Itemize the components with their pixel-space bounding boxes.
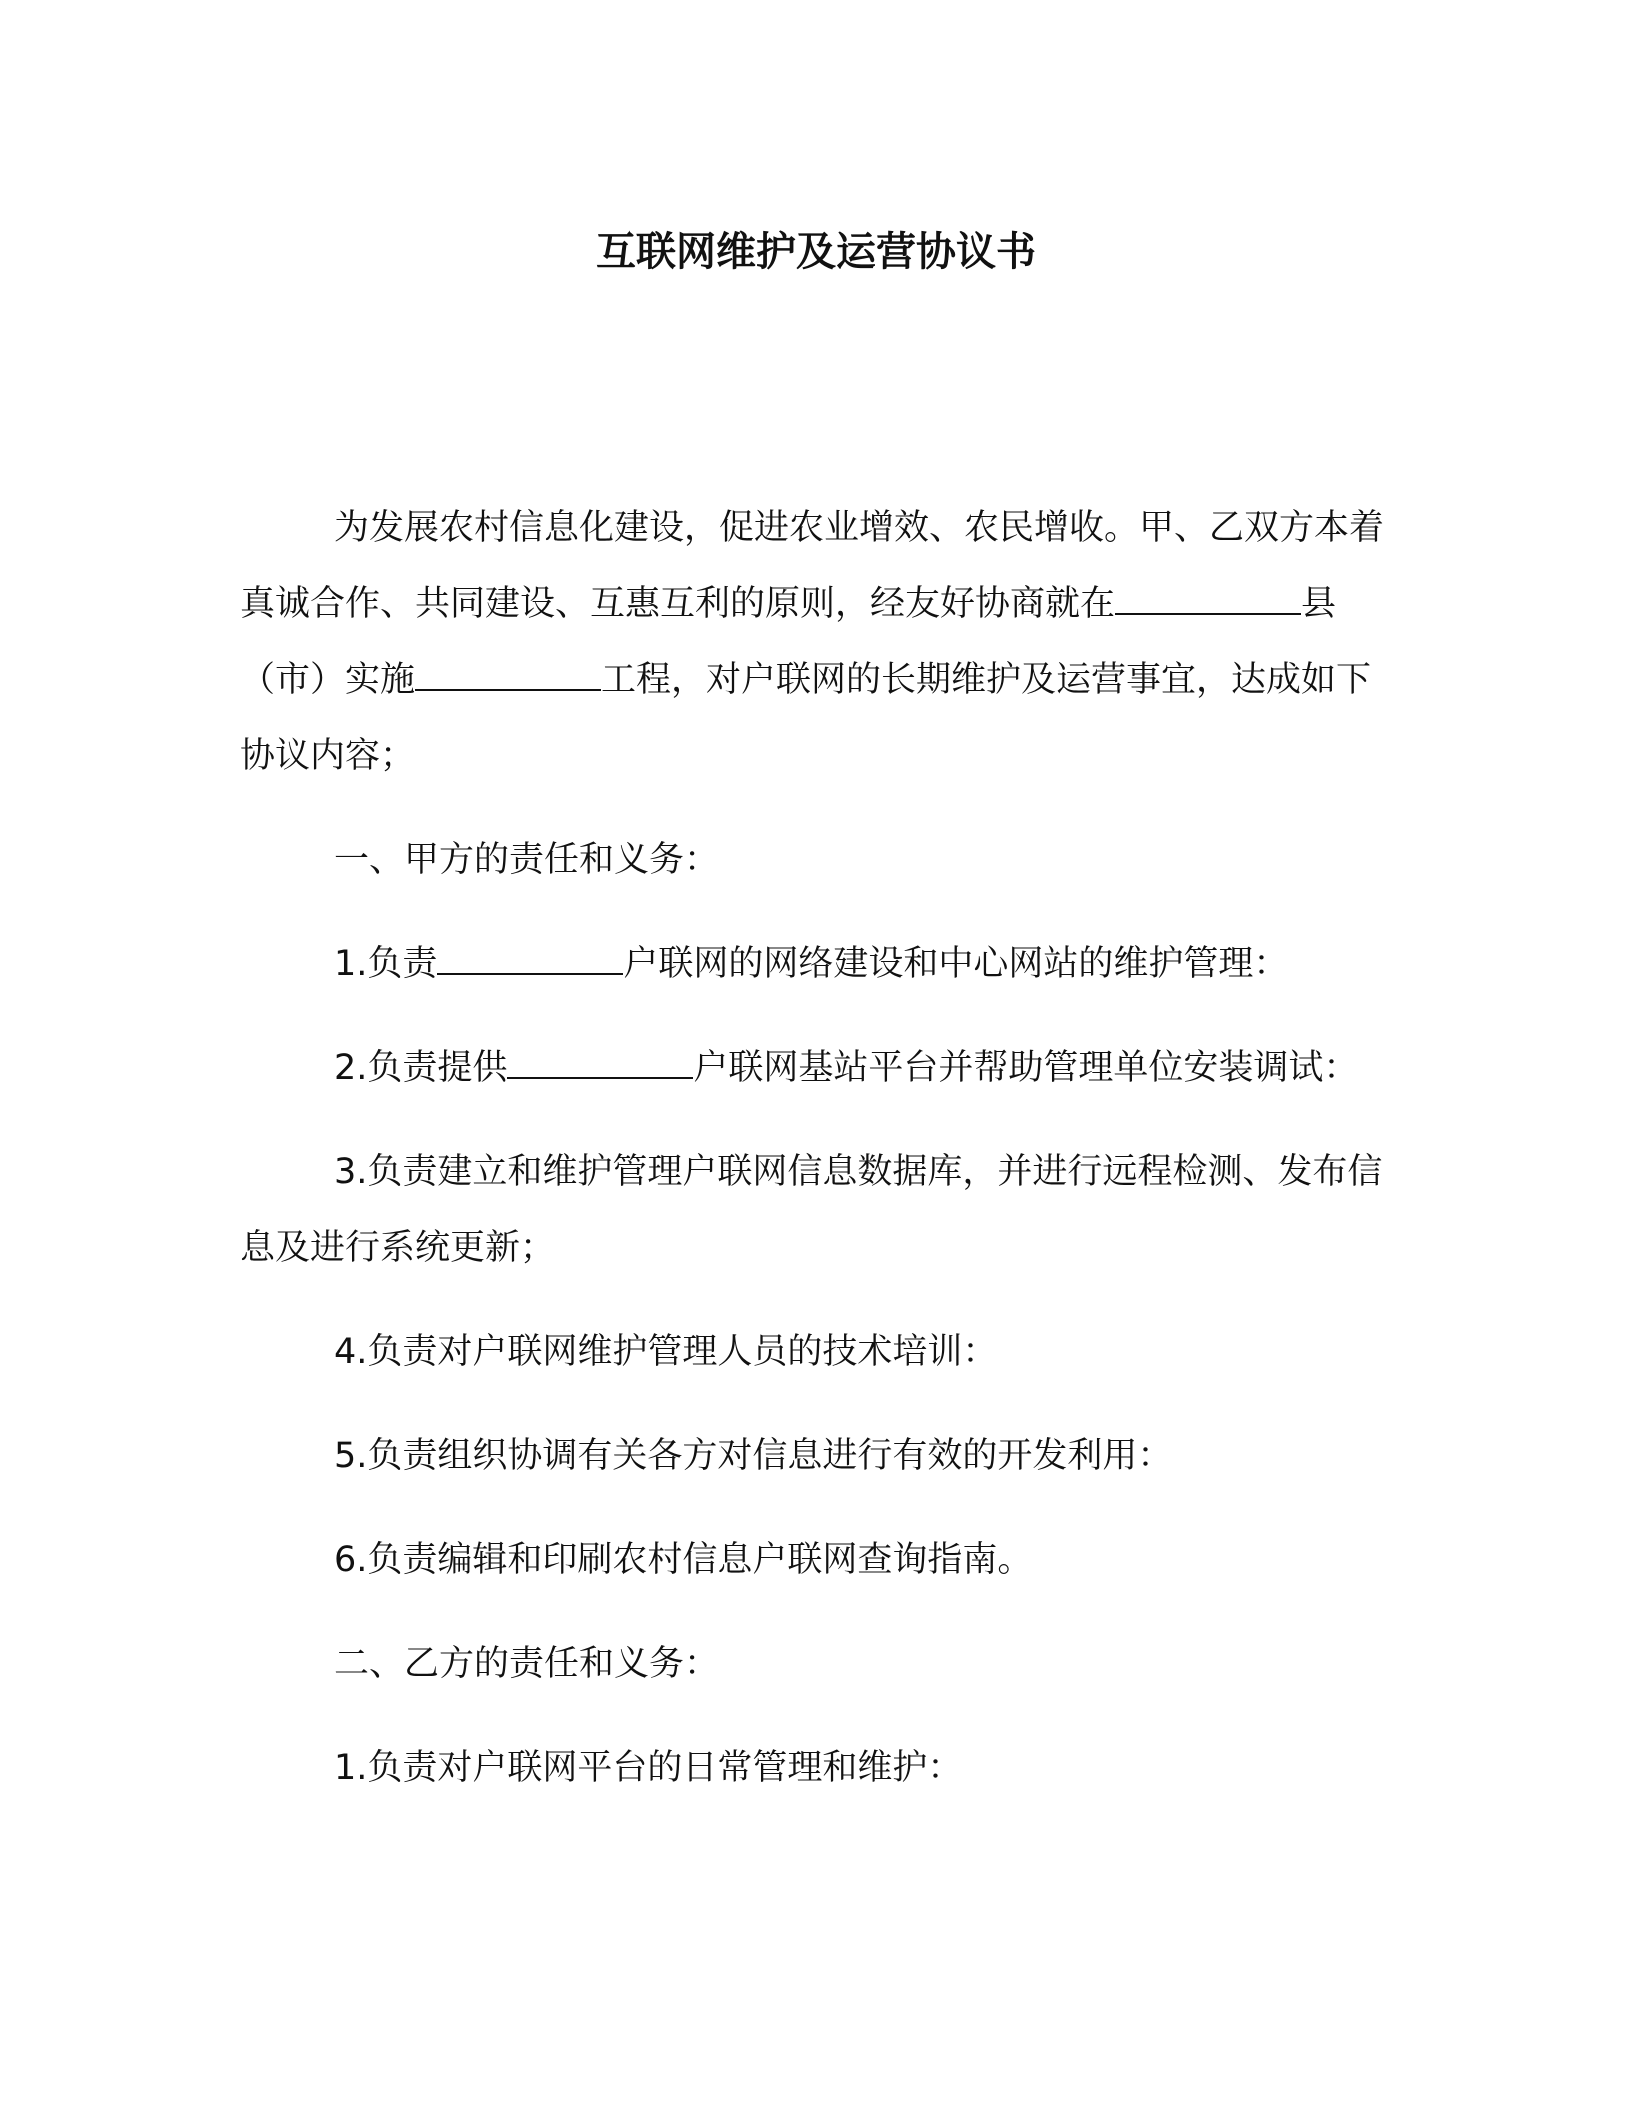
document-body (240, 490, 1390, 1806)
item2-text-b: 户联网基站平台并帮助管理单位安装调试： (693, 1048, 1359, 1088)
section1-item-6: 6.负责编辑和印刷农村信息户联网查询指南。 (334, 1540, 1033, 1580)
section1-item-1 (240, 926, 1390, 1002)
item1-text-a: 1.负责 (334, 944, 438, 984)
document-title: 互联网维护及运营协议书 (596, 229, 1036, 275)
section1-item-3: 3.负责建立和维护管理户联网信息数据库，并进行远程检测、发布信息及进行系统更新； (240, 1152, 1383, 1268)
section1-item-2 (240, 1030, 1390, 1106)
intro-text-2: 县（市）实施 (240, 584, 1337, 700)
section2-item-1: 1.负责对户联网平台的日常管理和维护： (334, 1748, 963, 1788)
item1-blank (437, 945, 623, 975)
section1-item-4: 4.负责对户联网维护管理人员的技术培训： (334, 1332, 998, 1372)
section1-item-5: 5.负责组织协调有关各方对信息进行有效的开发利用： (334, 1436, 1173, 1476)
intro-text-3: 工程，对户联网的长期维护及运营事宜，达成如下协议内容； (240, 660, 1372, 776)
project-blank (415, 661, 601, 691)
intro-paragraph (240, 490, 1390, 794)
section2-heading: 二、乙方的责任和义务： (334, 1644, 720, 1684)
item2-blank (507, 1049, 693, 1079)
item2-text-a: 2.负责提供 (334, 1048, 508, 1088)
county-blank (1115, 585, 1301, 615)
section1-heading: 一、甲方的责任和义务： (334, 840, 720, 880)
item1-text-b: 户联网的网络建设和中心网站的维护管理： (623, 944, 1289, 984)
intro-text-1: 为发展农村信息化建设，促进农业增效、农民增收。甲、乙双方本着真诚合作、共同建设、互惠互利的原则，经友好协商就在 (240, 508, 1385, 624)
